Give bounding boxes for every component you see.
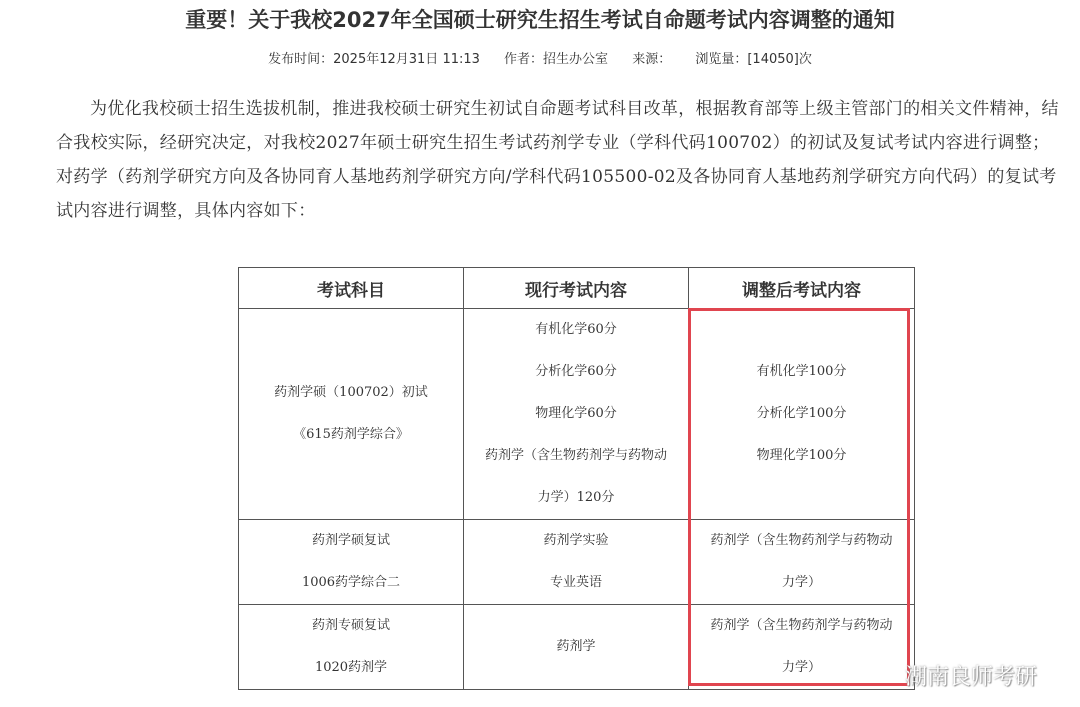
cell-line: 药剂学（含生物药剂学与药物动 bbox=[710, 618, 893, 633]
article-title: 重要！关于我校2027年全国硕士研究生招生考试自命题考试内容调整的通知 bbox=[185, 8, 895, 32]
subject-cell bbox=[239, 605, 464, 690]
cell-line: 《615药剂学综合》 bbox=[293, 427, 409, 442]
header-current-content: 现行考试内容 bbox=[464, 268, 689, 309]
cell-line: 物理化学100分 bbox=[756, 448, 847, 463]
cell-line: 1006药学综合二 bbox=[301, 575, 401, 590]
cell-line: 药剂学硕（100702）初试 bbox=[274, 385, 428, 400]
cell-line: 力学） bbox=[781, 575, 821, 590]
article-meta bbox=[0, 50, 1080, 70]
view-count: 浏览量：[14050]次 bbox=[695, 52, 812, 67]
source: 来源： bbox=[632, 52, 672, 67]
watermark: 湖南良师考研 bbox=[905, 665, 1038, 690]
current-content-cell bbox=[464, 309, 689, 520]
cell-line: 药剂学（含生物药剂学与药物动 bbox=[484, 448, 667, 463]
subject-cell bbox=[239, 520, 464, 605]
cell-line: 药剂专硕复试 bbox=[311, 618, 390, 633]
cell-line: 力学）120分 bbox=[537, 490, 615, 505]
header-adjusted-content: 调整后考试内容 bbox=[689, 268, 915, 309]
current-content-cell bbox=[464, 520, 689, 605]
header-subject: 考试科目 bbox=[239, 268, 464, 309]
cell-line: 专业英语 bbox=[549, 575, 602, 590]
current-content-cell bbox=[464, 605, 689, 690]
cell-line: 力学） bbox=[781, 660, 821, 675]
cell-line: 物理化学60分 bbox=[535, 406, 617, 421]
article-paragraph: 为优化我校硕士招生选拔机制，推进我校硕士研究生初试自命题考试科目改革，根据教育部等上级主管部门的相关文件精神，结合我校实际，经研究决定，对我校2027年硕士研究生招生考试药剂学专业（学科代码100702）的初试及复试考试内容进行调整；对药学（药剂学研究方向及各协同育人基地药剂学研究方向/学科代码105500-02及各协同育人基地药剂学研究方向代码）的复试考试内容进行调整，具体内容如下： bbox=[56, 99, 1059, 221]
cell-line: 分析化学100分 bbox=[756, 406, 847, 421]
cell-line: 药剂学实验 bbox=[543, 533, 609, 548]
cell-line: 有机化学60分 bbox=[535, 322, 617, 337]
subject-cell bbox=[239, 309, 464, 520]
publish-time: 发布时间：2025年12月31日 11:13 bbox=[268, 52, 480, 67]
cell-line: 1020药剂学 bbox=[314, 660, 388, 675]
cell-line: 有机化学100分 bbox=[756, 364, 847, 379]
cell-line: 药剂学硕复试 bbox=[311, 533, 390, 548]
author: 作者：招生办公室 bbox=[504, 52, 609, 67]
cell-line: 分析化学60分 bbox=[535, 364, 617, 379]
cell-line: 药剂学（含生物药剂学与药物动 bbox=[710, 533, 893, 548]
cell-line: 药剂学 bbox=[556, 639, 596, 654]
table-header-row bbox=[239, 268, 915, 309]
adjusted-column-highlight bbox=[688, 308, 910, 686]
